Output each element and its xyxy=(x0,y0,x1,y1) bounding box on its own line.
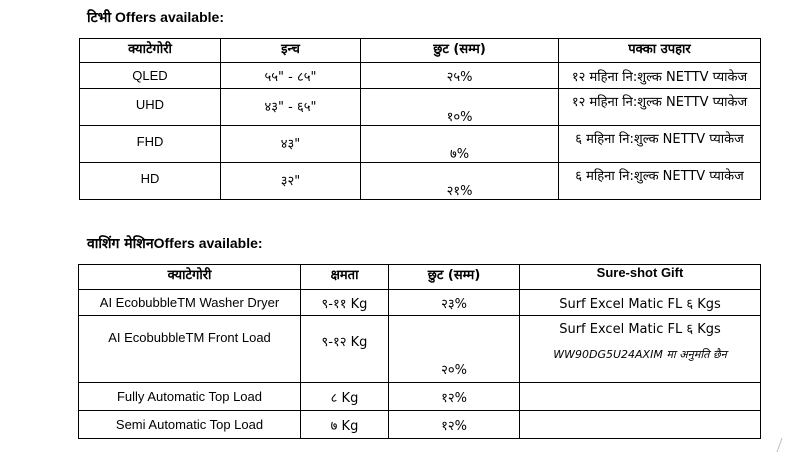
wm-category-cell: Fully Automatic Top Load xyxy=(79,383,301,411)
tv-category-cell: QLED xyxy=(80,63,221,89)
wm-gift-text: Surf Excel Matic FL ६ Kgs xyxy=(559,322,721,337)
wm-gift-cell xyxy=(520,383,761,411)
tv-offers-table xyxy=(79,38,761,200)
tv-category-cell: UHD xyxy=(80,89,221,126)
tv-heading-devanagari: टिभी xyxy=(87,10,112,26)
tv-header-discount: छुट (सम्म) xyxy=(361,39,559,63)
tv-inch-cell: ४३" xyxy=(221,126,361,163)
tv-inch-cell: ३२" xyxy=(221,163,361,200)
table-row xyxy=(80,63,761,89)
wm-category-cell: AI EcobubbleTM Washer Dryer xyxy=(79,290,301,316)
wm-discount-cell: २०% xyxy=(389,316,520,383)
table-row xyxy=(79,383,761,411)
wm-gift-note: WW90DG5U24AXIM मा अनुमति छैन xyxy=(553,348,727,361)
wm-heading-english: Offers available: xyxy=(153,235,263,251)
table-row xyxy=(79,316,761,383)
tv-header-row xyxy=(80,39,761,63)
table-row xyxy=(80,89,761,126)
tv-discount-cell: २५% xyxy=(361,63,559,89)
tv-header-gift: पक्का उपहार xyxy=(559,39,761,63)
wm-discount-cell: २३% xyxy=(389,290,520,316)
wm-capacity-cell: ८ Kg xyxy=(301,383,389,411)
tv-heading-english: Offers available: xyxy=(111,9,224,25)
wm-gift-cell: Surf Excel Matic FL ६ Kgs xyxy=(520,290,761,316)
tv-gift-cell: १२ महिना नि:शुल्क NETTV प्याकेज xyxy=(559,89,761,126)
tv-gift-cell: ६ महिना नि:शुल्क NETTV प्याकेज xyxy=(559,163,761,200)
tv-inch-cell: ५५" - ८५" xyxy=(221,63,361,89)
wm-header-discount: छुट (सम्म) xyxy=(389,265,520,290)
wm-header-gift: Sure-shot Gift xyxy=(520,265,761,290)
wm-capacity-cell: ९-११ Kg xyxy=(301,290,389,316)
wm-capacity-cell: ९-१२ Kg xyxy=(301,316,389,383)
wm-offers-heading xyxy=(87,234,263,253)
table-row xyxy=(79,290,761,316)
wm-offers-table xyxy=(78,264,761,439)
wm-discount-cell: १२% xyxy=(389,383,520,411)
tv-offers-heading xyxy=(87,8,224,27)
tv-discount-cell: ७% xyxy=(361,126,559,163)
wm-gift-cell xyxy=(520,316,761,383)
wm-heading-devanagari: वाशिंग मेशिन xyxy=(87,236,154,252)
table-row xyxy=(80,163,761,200)
tv-header-category: क्याटेगोरी xyxy=(80,39,221,63)
tv-gift-cell: १२ महिना नि:शुल्क NETTV प्याकेज xyxy=(559,63,761,89)
tv-inch-cell: ४३" - ६५" xyxy=(221,89,361,126)
wm-discount-cell: १२% xyxy=(389,411,520,439)
tv-category-cell: HD xyxy=(80,163,221,200)
wm-header-capacity: क्षमता xyxy=(301,265,389,290)
tv-discount-cell: २१% xyxy=(361,163,559,200)
table-row xyxy=(80,126,761,163)
tv-category-cell: FHD xyxy=(80,126,221,163)
tv-gift-cell: ६ महिना नि:शुल्क NETTV प्याकेज xyxy=(559,126,761,163)
wm-gift-cell xyxy=(520,411,761,439)
wm-category-cell: AI EcobubbleTM Front Load xyxy=(79,316,301,383)
wm-header-category: क्याटेगोरी xyxy=(79,265,301,290)
table-row xyxy=(79,411,761,439)
page-corner-mark xyxy=(776,438,788,452)
tv-header-inch: इन्च xyxy=(221,39,361,63)
wm-category-cell: Semi Automatic Top Load xyxy=(79,411,301,439)
tv-discount-cell: १०% xyxy=(361,89,559,126)
wm-header-row xyxy=(79,265,761,290)
wm-capacity-cell: ७ Kg xyxy=(301,411,389,439)
